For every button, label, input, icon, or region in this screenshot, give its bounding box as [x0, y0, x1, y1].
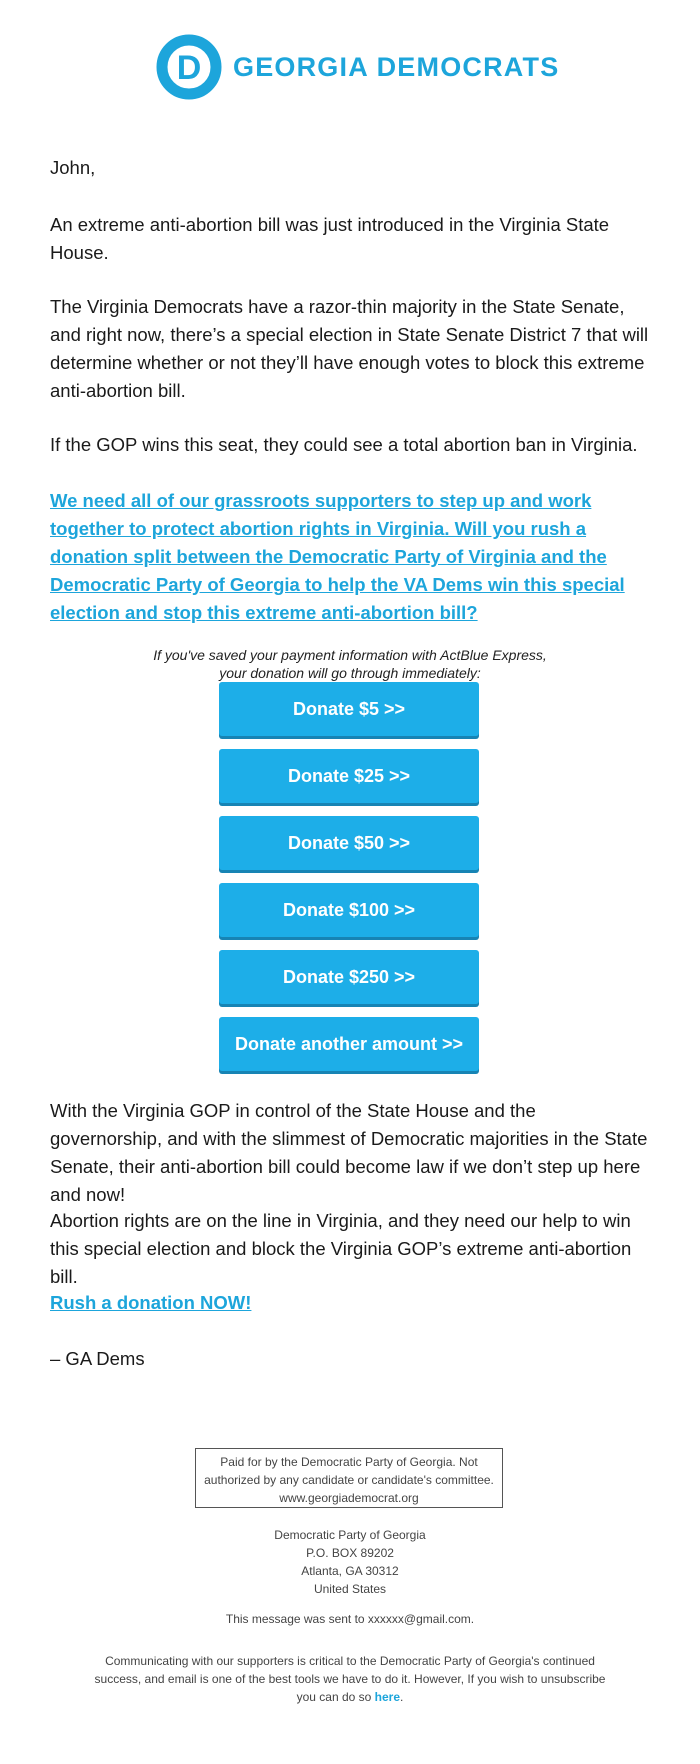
svg-text:D: D: [176, 49, 202, 87]
rush-paragraph: [50, 1289, 650, 1317]
paragraph-4: With the Virginia GOP in control of the State House and the governorship, and with the slimmest of Democratic majorities in the State Senate, their anti-abortion bill could become law if we don’t step up here and now!: [50, 1100, 648, 1205]
paragraph-2: The Virginia Democrats have a razor-thin majority in the State Senate, and right now, there’s a special election in State Senate District 7 that will determine whether or not they’ll have enough votes to block this extreme anti-abortion bill.: [50, 296, 649, 401]
donate-other-amount-button[interactable]: Donate another amount >>: [219, 1017, 479, 1071]
georgia-democrats-logo-icon: [156, 34, 222, 100]
paragraph-5: Abortion rights are on the line in Virginia, and they need our help to win this special election and block the Virginia GOP’s extreme anti-abortion bill.: [50, 1210, 632, 1287]
paragraph-3: If the GOP wins this seat, they could see a total abortion ban in Virginia.: [50, 434, 638, 455]
donate-250-button[interactable]: Donate $250 >>: [219, 950, 479, 1004]
cta-paragraph: [50, 487, 650, 627]
signoff: – GA Dems: [50, 1348, 145, 1369]
rush-donation-link[interactable]: Rush a donation NOW!: [50, 1292, 252, 1313]
greeting: John,: [50, 157, 96, 178]
paragraph-1: An extreme anti-abortion bill was just introduced in the Virginia State House.: [50, 214, 610, 263]
brand-name: GEORGIA DEMOCRATS: [233, 52, 560, 82]
recipient-email: xxxxxx@gmail.com: [367, 1612, 471, 1626]
mailing-address: Democratic Party of Georgia P.O. BOX 89202 Atlanta, GA 30312 United States: [274, 1528, 426, 1596]
donate-5-button[interactable]: Donate $5 >>: [219, 682, 479, 736]
unsubscribe-link[interactable]: here: [374, 1690, 401, 1704]
donate-100-button[interactable]: Donate $100 >>: [219, 883, 479, 937]
paid-for-disclaimer: Paid for by the Democratic Party of Georgia. Not authorized by any candidate or candidate's committee. www.georgiademocrat.org: [195, 1448, 503, 1508]
donate-50-button[interactable]: Donate $50 >>: [219, 816, 479, 870]
express-note: If you've saved your payment information with ActBlue Express, your donation will go through immediately:: [153, 647, 547, 681]
email-header: [0, 34, 700, 100]
donate-25-button[interactable]: Donate $25 >>: [219, 749, 479, 803]
sent-to-notice: This message was sent to xxxxxx@gmail.com.: [225, 1612, 475, 1626]
cta-link[interactable]: We need all of our grassroots supporters to step up and work together to protect abortion rights in Virginia. Will you rush a donation split between the Democratic Party of Virginia and the Democratic Party of Georgia to help the VA Dems win this special election and stop this extreme anti-abortion bill?: [50, 490, 625, 623]
unsubscribe-notice: Communicating with our supporters is critical to the Democratic Party of Georgia's continued success, and email is one of the best tools we have to do it. However, If you wish to unsubscribe you can do so here.: [94, 1654, 606, 1704]
